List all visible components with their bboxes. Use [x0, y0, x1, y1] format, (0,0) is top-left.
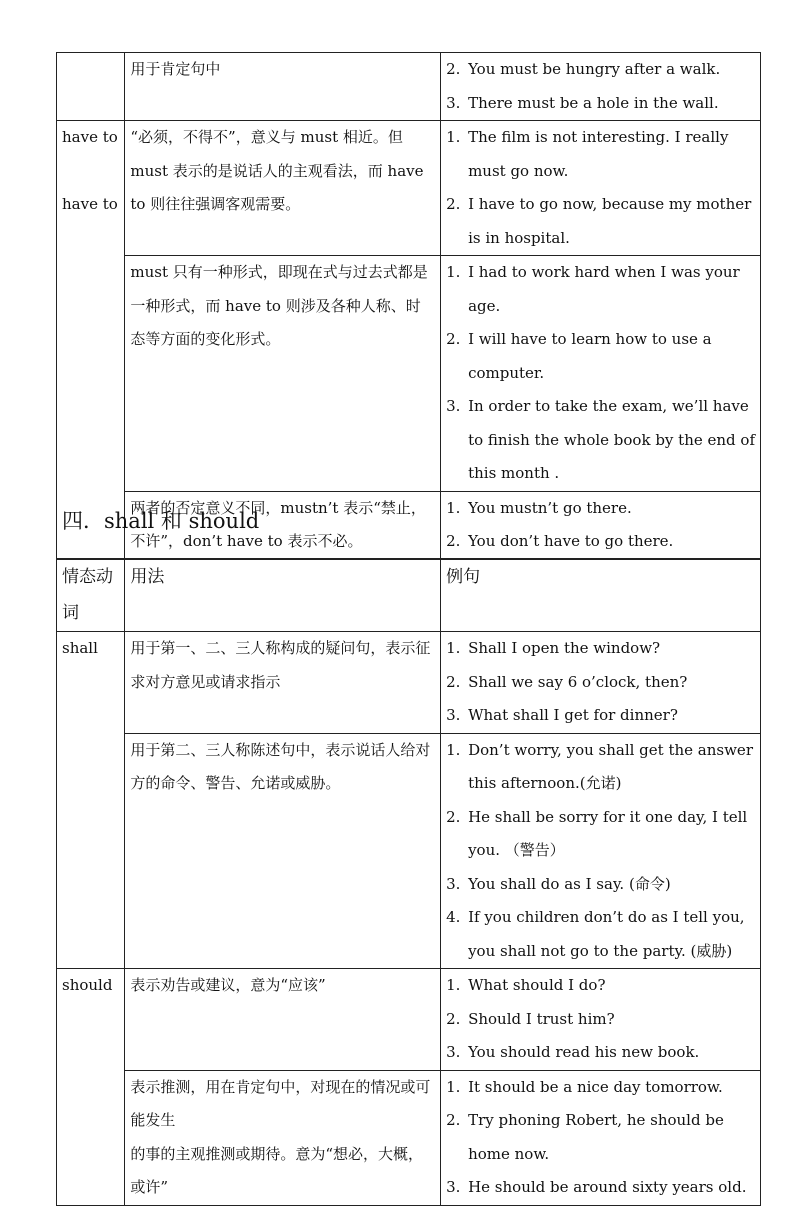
- example-item: 4. If you children don’t do as I tell you, you shall not go to the party. (威胁): [446, 908, 745, 960]
- example-item: 1. The film is not interesting. I really must go now.: [446, 128, 729, 180]
- usage-cell: “必须，不得不”，意义与 must 相近。但 must 表示的是说话人的主观看法，而 have to 则往往强调客观需要。: [125, 121, 441, 256]
- table-header-row: [57, 559, 761, 632]
- example-item: 3. You shall do as I say. (命令): [446, 874, 671, 893]
- example-item: 1. Don’t worry, you shall get the answer this afternoon.(允诺): [446, 740, 753, 792]
- table-row: [57, 733, 761, 969]
- examples-cell: [441, 491, 761, 559]
- examples-cell: [441, 121, 761, 256]
- example-item: 3. In order to take the exam, we’ll have to finish the whole book by the end of this month .: [446, 397, 755, 482]
- usage-line: 的事的主观推测或期待。意为“想必，大概，或许”: [130, 1144, 424, 1196]
- example-item: 2. You must be hungry after a walk.: [446, 60, 721, 78]
- table-row: [57, 1070, 761, 1205]
- examples-cell: [441, 53, 761, 121]
- examples-cell: [441, 256, 761, 492]
- table-row: [57, 256, 761, 492]
- example-item: 3. What shall I get for dinner?: [446, 706, 678, 724]
- example-item: 1. You mustn’t go there.: [446, 498, 632, 517]
- example-item: 2. Try phoning Robert, he should be home now.: [446, 1111, 724, 1163]
- modal-verbs-table-shall-should: [56, 558, 761, 1206]
- example-item: 2. You don’t have to go there.: [446, 532, 674, 550]
- example-item: 2. Should I trust him?: [446, 1009, 615, 1028]
- header-examples: 例句: [441, 559, 761, 632]
- modal-name: have to: [62, 128, 118, 146]
- usage-cell: must 只有一种形式，即现在式与过去式都是一种形式，而 have to 则涉及各种人称、时态等方面的变化形式。: [125, 256, 441, 492]
- example-item: 2. I have to go now, because my mother is in hospital.: [446, 195, 752, 247]
- examples-cell: [441, 969, 761, 1071]
- table-row: [57, 969, 761, 1071]
- header-usage: 用法: [125, 559, 441, 632]
- usage-cell: [125, 1070, 441, 1205]
- examples-cell: [441, 1070, 761, 1205]
- modal-cell: [57, 121, 125, 560]
- modal-cell: shall: [57, 632, 125, 969]
- examples-cell: [441, 632, 761, 734]
- modal-verbs-table-must: [56, 52, 761, 560]
- example-item: 1. Shall I open the window?: [446, 639, 661, 657]
- example-item: 2. I will have to learn how to use a computer.: [446, 330, 712, 382]
- table-row: [57, 632, 761, 734]
- examples-cell: [441, 733, 761, 969]
- example-item: 1. I had to work hard when I was your age.: [446, 263, 740, 315]
- usage-line: 表示推测，用在肯定句中，对现在的情况或可能发生: [130, 1077, 431, 1129]
- example-item: 3. He should be around sixty years old.: [446, 1178, 747, 1196]
- modal-cell: [57, 53, 125, 121]
- example-item: 3. You should read his new book.: [446, 1043, 700, 1061]
- example-item: 1. What should I do?: [446, 976, 606, 994]
- usage-cell: 表示劝告或建议，意为“应该”: [125, 969, 441, 1071]
- usage-cell: 两者的否定意义不同，mustn’t 表示“禁止，不许”，don’t have to 表示不必。: [125, 491, 441, 559]
- table-row: [57, 53, 761, 121]
- header-modal: 情态动词: [57, 559, 125, 632]
- example-item: 1. It should be a nice day tomorrow.: [446, 1077, 723, 1096]
- example-item: 2. Shall we say 6 o’clock, then?: [446, 672, 688, 691]
- usage-cell: 用于肯定句中: [125, 53, 441, 121]
- section-title: 四．shall 和 should: [62, 509, 260, 533]
- example-item: 3. There must be a hole in the wall.: [446, 93, 719, 112]
- modal-cell: should: [57, 969, 125, 1206]
- usage-cell: 用于第二、三人称陈述句中，表示说话人给对方的命令、警告、允诺或威胁。: [125, 733, 441, 969]
- modal-name: have to: [62, 194, 118, 213]
- example-item: 2. He shall be sorry for it one day, I tell you. （警告）: [446, 807, 748, 859]
- usage-cell: 用于第一、二、三人称构成的疑问句，表示征求对方意见或请求指示: [125, 632, 441, 734]
- table-row: [57, 121, 761, 256]
